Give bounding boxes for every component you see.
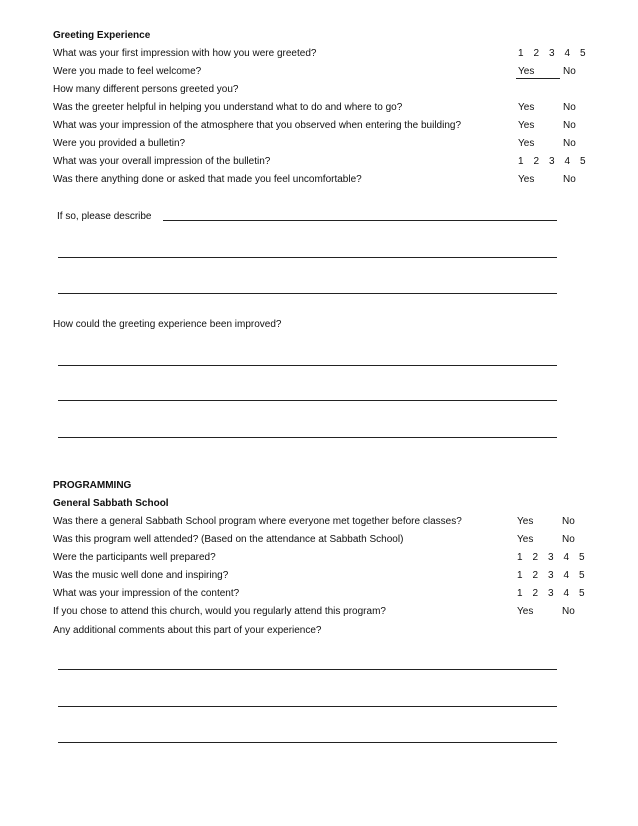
question-text: Was the greeter helpful in helping you understand what to do and where to go?	[53, 102, 403, 113]
rating-scale	[517, 551, 595, 565]
rating-option[interactable]: 2	[533, 156, 540, 167]
improve-line[interactable]	[58, 365, 557, 366]
rating-scale	[518, 47, 596, 61]
no-option[interactable]: No	[562, 606, 575, 617]
rating-option[interactable]: 4	[563, 552, 570, 563]
question-row	[53, 173, 593, 187]
rating-option[interactable]: 4	[563, 570, 570, 581]
question-text: If you chose to attend this church, would you regularly attend this program?	[53, 606, 386, 617]
comments-line[interactable]	[58, 706, 557, 707]
yes-option[interactable]: Yes	[518, 102, 535, 113]
rating-option[interactable]: 1	[518, 156, 524, 167]
rating-option[interactable]: 5	[579, 588, 585, 599]
rating-option[interactable]: 4	[563, 588, 570, 599]
comments-row	[53, 624, 593, 638]
question-text: Were the participants well prepared?	[53, 552, 216, 563]
question-row	[53, 155, 593, 169]
describe-row	[53, 210, 593, 224]
yes-option[interactable]: Yes	[518, 174, 535, 185]
answer-blank[interactable]	[516, 78, 560, 79]
question-text: What was your impression of the content?	[53, 588, 240, 599]
question-text: Was this program well attended? (Based on the attendance at Sabbath School)	[53, 534, 404, 545]
question-row	[53, 65, 593, 79]
improve-line[interactable]	[58, 437, 557, 438]
describe-label: If so, please describe	[57, 211, 152, 222]
rating-scale	[518, 155, 596, 169]
no-option[interactable]: No	[562, 516, 575, 527]
rating-option[interactable]: 5	[579, 552, 585, 563]
programming-subheading: General Sabbath School	[53, 498, 169, 509]
question-row	[53, 119, 593, 133]
rating-option[interactable]: 1	[517, 570, 523, 581]
rating-option[interactable]: 1	[517, 588, 523, 599]
rating-option[interactable]: 4	[564, 48, 571, 59]
question-row	[53, 83, 593, 97]
rating-option[interactable]: 2	[532, 588, 539, 599]
question-row	[53, 533, 593, 547]
no-option[interactable]: No	[563, 120, 576, 131]
rating-option[interactable]: 2	[533, 48, 540, 59]
rating-option[interactable]: 4	[564, 156, 571, 167]
question-row	[53, 587, 593, 601]
yes-option[interactable]: Yes	[517, 606, 534, 617]
question-text: Was the music well done and inspiring?	[53, 570, 229, 581]
question-text: Were you provided a bulletin?	[53, 138, 186, 149]
describe-line[interactable]	[163, 220, 557, 221]
yes-option[interactable]: Yes	[518, 138, 535, 149]
no-option[interactable]: No	[563, 66, 576, 77]
rating-option[interactable]: 3	[548, 552, 554, 563]
question-row	[53, 47, 593, 61]
comments-line[interactable]	[58, 742, 557, 743]
rating-option[interactable]: 5	[580, 48, 586, 59]
rating-option[interactable]: 3	[548, 570, 554, 581]
rating-option[interactable]: 3	[549, 156, 555, 167]
question-row	[53, 605, 593, 619]
no-option[interactable]: No	[563, 102, 576, 113]
rating-option[interactable]: 3	[549, 48, 555, 59]
rating-option[interactable]: 2	[532, 570, 539, 581]
programming-heading: PROGRAMMING	[53, 480, 132, 491]
rating-option[interactable]: 1	[518, 48, 524, 59]
rating-scale	[517, 569, 595, 583]
yes-option[interactable]: Yes	[518, 120, 535, 131]
no-option[interactable]: No	[563, 138, 576, 149]
improve-line[interactable]	[58, 400, 557, 401]
question-text: Was there a general Sabbath School program where everyone met together before classes?	[53, 516, 462, 527]
comments-label: Any additional comments about this part of your experience?	[53, 625, 322, 636]
question-row	[53, 569, 593, 583]
yes-option[interactable]: Yes	[517, 516, 534, 527]
no-option[interactable]: No	[562, 534, 575, 545]
question-text: What was your first impression with how you were greeted?	[53, 48, 317, 59]
question-text: How many different persons greeted you?	[53, 84, 239, 95]
rating-option[interactable]: 5	[579, 570, 585, 581]
greeting-heading: Greeting Experience	[53, 30, 151, 41]
improve-row	[53, 318, 593, 332]
question-text: Was there anything done or asked that made you feel uncomfortable?	[53, 174, 362, 185]
rating-option[interactable]: 5	[580, 156, 586, 167]
no-option[interactable]: No	[563, 174, 576, 185]
yes-option[interactable]: Yes	[517, 534, 534, 545]
question-row	[53, 551, 593, 565]
describe-line[interactable]	[58, 257, 557, 258]
improve-label: How could the greeting experience been improved?	[53, 319, 282, 330]
question-text: Were you made to feel welcome?	[53, 66, 202, 77]
describe-line[interactable]	[58, 293, 557, 294]
question-text: What was your impression of the atmosphere that you observed when entering the building?	[53, 120, 462, 131]
comments-line[interactable]	[58, 669, 557, 670]
question-row	[53, 515, 593, 529]
question-row	[53, 137, 593, 151]
rating-option[interactable]: 2	[532, 552, 539, 563]
rating-option[interactable]: 3	[548, 588, 554, 599]
question-row	[53, 101, 593, 115]
yes-option[interactable]: Yes	[518, 66, 535, 77]
question-text: What was your overall impression of the bulletin?	[53, 156, 271, 167]
rating-option[interactable]: 1	[517, 552, 523, 563]
rating-scale	[517, 587, 595, 601]
